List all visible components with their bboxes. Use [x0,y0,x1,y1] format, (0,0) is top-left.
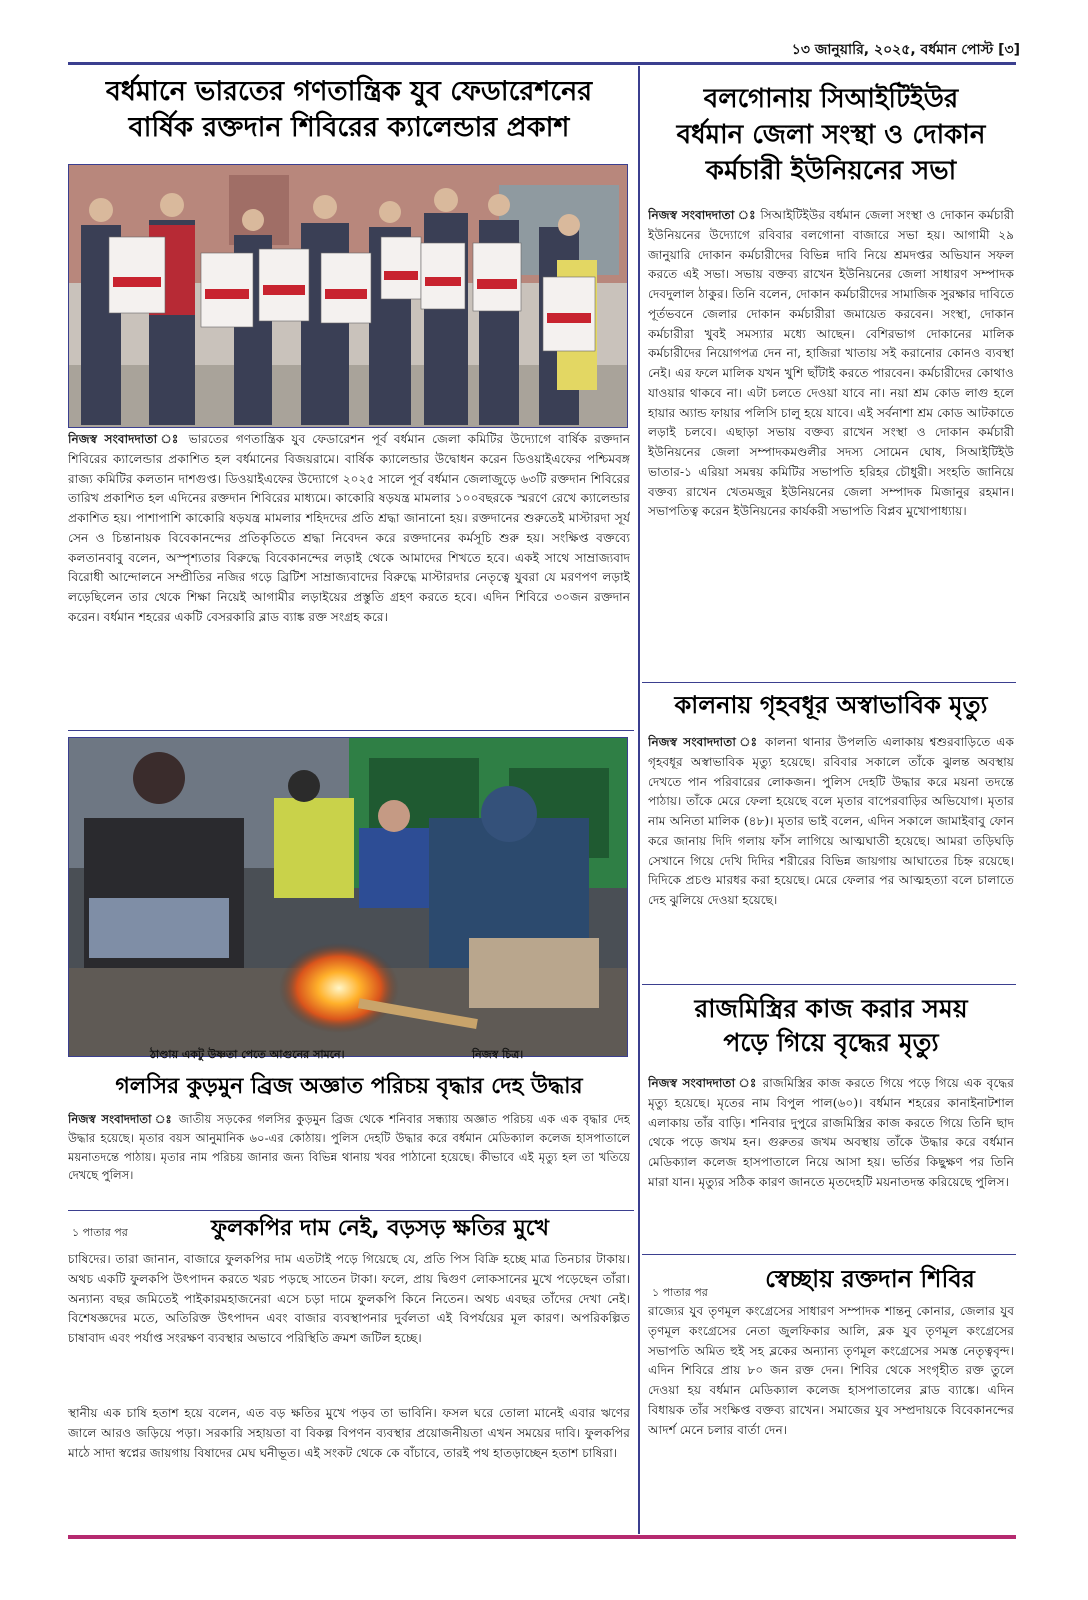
top-rule [68,62,1016,65]
citu-byline: নিজস্ব সংবাদদাতা ঃ [648,208,757,222]
citu-headline-line-3: কর্মচারী ইউনিয়নের সভা [705,155,957,186]
galsi-headline: গলসির কুড়মুন ব্রিজ অজ্ঞাত পরিচয় বৃদ্ধার দেহ উদ্ধার [115,1074,583,1099]
dyfi-headline [68,74,630,145]
kalna-body-text: কালনা থানার উপলতি এলাকায় শ্বশুরবাড়িতে এক গৃহবধূর অস্বাভাবিক মৃত্যু হয়েছে। রবিবার সকালে তাঁকে ঝুলন্ত অবস্থায় দেখতে পান পরিবারের লোকজন। পুলিস দেহটি উদ্ধার করে ময়না তদন্তে পাঠায়। তাঁকে মেরে ফেলা হয়েছে বলে মৃতার বাপেরবাড়ির অভিযোগ। মৃতার নাম অনিতা মালিক (৪৮)। মৃতার ভাই বলেন, এদিন সকালে জামাইবাবু ফোন করে জানায় দিদি গলায় ফাঁস লাগিয়ে আত্মঘাতী হয়েছে। আমরা তড়িঘড়ি সেখানে গিয়ে দেখি দিদির শরীরের বিভিন্ন জায়গায় আঘাতের চিহ্ন রয়েছে। দিদিকে প্রচণ্ড মারধর করা হয়েছে। মেরে ফেলার পর আত্মহত্যা বলে চালাতে দেহ ঝুলিয়ে দেওয়া হয়েছে। [648,735,1014,908]
kalna-article-body [648,733,1014,981]
column-divider [638,66,640,1534]
galsi-article-body [68,1110,630,1204]
bonfire-photo-credit: নিজস্ব চিত্র। [472,1048,524,1061]
cauliflower-continued-label: ১ পাতার পর [72,1226,128,1239]
mason-headline [646,992,1016,1060]
section-rule [642,682,1016,683]
blood-article-body: রাজ্যের যুব তৃণমূল কংগ্রেসের সাধারণ সম্পাদক শান্তনু কোনার, জেলার যুব তৃণমূল কংগ্রেসের নেতা জুলফিকার আলি, ব্লক যুব তৃণমূল কংগ্রেসের সভাপতি অমিত হুই সহ ব্লকের অন্যান্য তৃণমূল কংগ্রেসের সমস্ত নেতৃত্ববৃন্দ। এদিন শিবিরে প্রায় ৮০ জন রক্ত দেন। শিবির থেকে সংগৃহীত রক্ত তুলে দেওয়া হয় বর্ধমান মেডিক্যাল কলেজ হাসপাতালের ব্লাড ব্যাঙ্কে। এদিন বিধায়ক তাঁর সংক্ষিপ্ত বক্তব্য রাখেন। সমাজের যুব সম্প্রদায়কে বিবেকানন্দের আদর্শ মেনে চলার বার্তা দেন। [648,1304,1014,1437]
dyfi-group-photo-image [69,165,627,427]
mason-article-body [648,1074,1014,1250]
bonfire-photo-image [69,738,627,1056]
galsi-byline: নিজস্ব সংবাদদাতা ঃ [68,1112,174,1126]
blood-continued-label: ১ পাতার পর [652,1286,708,1299]
section-rule [68,1210,634,1211]
bonfire-photo [68,737,628,1057]
page-date-line: ১৩ জানুয়ারি, ২০২৫, বর্ধমান পোস্ট [৩] [791,42,1020,58]
blood-headline: স্বেচ্ছায় রক্তদান শিবির [765,1265,975,1293]
citu-headline [646,82,1016,190]
section-rule [68,730,634,731]
dyfi-body-text: ভারতের গণতান্ত্রিক যুব ফেডারেশন পূর্ব বর্ধমান জেলা কমিটির উদ্যোগে বার্ষিক রক্তদান শিবিরের ক্যালেন্ডার প্রকাশিত হল বর্ধমানের বিজয়রামে। বার্ষিক ক্যালেন্ডার উদ্বোধন করেন ডিওয়াইএফের পশ্চিমবঙ্গ রাজ্য কমিটির কলতান দাশগুপ্ত। ডিওয়াইএফের উদ্যোগে ২০২৫ সালে পূর্ব বর্ধমান জেলাজুড়ে ৬৩টি রক্তদান শিবিরের তারিখ প্রকাশিত হল এদিনের রক্তদান শিবিরের মাধ্যমে। কাকোরি ষড়যন্ত্র মামলার ১০০বছরকে স্মরণে রেখে ক্যালেন্ডার প্রকাশিত হয়। পাশাপাশি কাকোরি ষড়যন্ত্র মামলার শহিদদের প্রতি শ্রদ্ধা জানানো হয়। রক্তদানের শুরুতেই মাস্টারদা সূর্য সেন ও চিন্তানায়ক বিবেকানন্দের প্রতিকৃতিতে শ্রদ্ধা নিবেদন করে রক্তদানের কর্মসূচি শুরু হয়। সংক্ষিপ্ত বক্তব্যে কলতানবাবু বলেন, অস্পৃশ্যতার বিরুদ্ধে বিবেকানন্দের লড়াই থেকে আমাদের শিখতে হবে। একই সাথে সাম্রাজ্যবাদ বিরোধী আন্দোলনে সম্প্রীতির নজির গড়ে ব্রিটিশ সাম্রাজ্যবাদের বিরুদ্ধে মাস্টারদার নেতৃত্বে যুবরা যে মরণপণ লড়াই লড়েছিলেন তার থেকে শিক্ষা নিয়েই আগামীর লড়াইয়ের প্রস্তুতি গ্রহণ করতে হবে। এদিন শিবিরে ৩০জন রক্তদান করেন। বর্ধমান শহরের একটি বেসরকারি ব্লাড ব্যাঙ্ক রক্ত সংগ্রহ করে। [68,432,630,624]
dyfi-headline-line-1: বর্ধমানে ভারতের গণতান্ত্রিক যুব ফেডারেশনের [105,76,593,107]
citu-article-body [648,206,1014,680]
kalna-byline: নিজস্ব সংবাদদাতা ঃ [648,735,760,749]
section-rule [642,1254,1016,1255]
mason-headline-line-2: পড়ে গিয়ে বৃদ্ধের মৃত্যু [723,1028,939,1057]
mason-body-text: রাজমিস্ত্রির কাজ করতে গিয়ে পড়ে গিয়ে এক বৃদ্ধের মৃত্যু হয়েছে। মৃতের নাম বিপুল পাল(৬০)। বর্ধমান শহরের কানাইনাটশাল এলাকায় তাঁর বাড়ি। শনিবার দুপুরে রাজমিস্ত্রির কাজ করতে গিয়ে তিনি ছাদ থেকে পড়ে জখম হন। গুরুতর জখম অবস্থায় তাঁকে উদ্ধার করে বর্ধমান মেডিক্যাল কলেজ হাসপাতালে নিয়ে আসা হয়। ভর্তির কিছুক্ষণ পর তিনি মারা যান। মৃত্যুর সঠিক কারণ জানতে মৃতদেহটি ময়নাতদন্ত করিয়েছে পুলিস। [648,1076,1014,1189]
cauliflower-body-1: চাষিদের। তারা জানান, বাজারে ফুলকপির দাম এতটাই পড়ে গিয়েছে যে, প্রতি পিস বিক্রি হচ্ছে মাত্র তিনচার টাকায়। অথচ একটি ফুলকপি উৎপাদন করতে খরচ পড়ছে সাতেন টাকা। ফলে, প্রায় দ্বিগুণ লোকসানের মুখে পড়েছেন তাঁরা। অন্যান্য বছর জমিতেই পাইকারমহাজনেরা এসে চড়া দামে ফুলকপি কিনে নিতেন। অথচ এবছর তাঁদের দেখা নেই। বিশেষজ্ঞদের মতে, অতিরিক্ত উৎপাদন এবং বাজার ব্যবস্থাপনার দুর্বলতা এই বিপর্যয়ের মূল কারণ। অপরিকল্পিত চাষাবাদ এবং পর্যাপ্ত সংরক্ষণ ব্যবস্থার অভাবে পরিস্থিতি ক্রমশ জটিল হচ্ছে। [68,1252,630,1346]
bonfire-photo-caption: ঠাণ্ডায় একটু উষ্ণতা পেতে আগুনের সামনে। [150,1048,345,1061]
mason-byline: নিজস্ব সংবাদদাতা ঃ [648,1076,758,1090]
dyfi-article-body [68,430,630,728]
citu-headline-line-1: বলগোনায় সিআইটিইউর [703,84,959,114]
mason-headline-line-1: রাজমিস্ত্রির কাজ করার সময় [694,994,968,1023]
kalna-headline: কালনায় গৃহবধূর অস্বাভাবিক মৃত্যু [674,691,988,719]
galsi-body-text: জাতীয় সড়কের গলসির কুড়মুন ব্রিজ থেকে শনিবার সন্ধ্যায় অজ্ঞাত পরিচয় এক এক বৃদ্ধার দেহ উদ্ধার হয়েছে। মৃতার বয়স আনুমানিক ৬০-এর কোঠায়। পুলিস দেহটি উদ্ধার করে বর্ধমান মেডিক্যাল কলেজ হাসপাতালে ময়নাতদন্তে পাঠায়। মৃতার নাম পরিচয় জানার জন্য বিভিন্ন থানায় খবর পাঠানো হয়েছে। কীভাবে এই মৃত্যু হল তা খতিয়ে দেখছে পুলিস। [68,1112,630,1183]
bottom-rule [68,1535,1016,1539]
citu-headline-line-2: বর্ধমান জেলা সংস্থা ও দোকান [676,119,986,150]
section-rule [642,984,1016,985]
dyfi-headline-line-2: বার্ষিক রক্তদান শিবিরের ক্যালেন্ডার প্রকাশ [128,111,570,143]
cauliflower-body-2: স্থানীয় এক চাষি হতাশ হয়ে বলেন, এত বড় ক্ষতির মুখে পড়ব তা ভাবিনি। ফসল ঘরে তোলা মানেই এবার ঋণের জালে আরও জড়িয়ে পড়া। সরকারি সহায়তা বা বিকল্প বিপণন ব্যবস্থার প্রয়োজনীয়তা এখন সময়ের দাবি। ফুলকপির মাঠে সাদা স্বপ্নের জায়গায় বিষাদের মেঘ ঘনীভূত। এই সংকট থেকে কে বাঁচাবে, তারই পথ হাতড়াচ্ছেন হতাশ চাষিরা। [68,1406,630,1460]
dyfi-byline: নিজস্ব সংবাদদাতা ঃ [68,432,182,446]
citu-body-text: সিআইটিইউর বর্ধমান জেলা সংস্থা ও দোকান কর্মচারী ইউনিয়নের উদ্যোগে রবিবার বলগোনা বাজারে সভা হয়। আগামী ২৯ জানুয়ারি দোকান কর্মচারীদের বিভিন্ন দাবি নিয়ে শ্রমদপ্তর অভিযান সফল করতে এই সভা। সভায় বক্তব্য রাখেন ইউনিয়নের জেলা সাধারণ সম্পাদক দেবদুলাল ঠাকুর। তিনি বলেন, দোকান কর্মচারীদের সামাজিক সুরক্ষার দাবিতে পূর্তভবনে জেলার দোকান কর্মচারীরা জমায়েত করবেন। সংস্থা, দোকান কর্মচারীরা খুবই সমস্যার মধ্যে আছেন। বেশিরভাগ দোকানের মালিক কর্মচারীদের নিয়োগপত্র দেন না, হাজিরা খাতায় সই করানোর কোনও ব্যবস্থা নেই। এর ফলে মালিক যখন খুশি ছাঁটাই করতে পারবেন। কর্মচারীদের কোথাও যাওয়ার থাকবে না। এটা চলতে দেওয়া যাবে না। নয়া শ্রম কোড লাগু হলে হায়ার অ্যান্ড ফায়ার পলিসি চালু হয়ে যাবে। এই সর্বনাশা শ্রম কোড আটকাতে লড়াই চলবে। এছাড়া সভায় বক্তব্য রাখেন সংস্থা ও দোকান কর্মচারী ইউনিয়নের জেলা সম্পাদকমণ্ডলীর সদস্য সোমেন ঘোষ, সিআইটিইউ ভাতার-১ এরিয়া সমন্বয় কমিটির সভাপতি হরিহর চৌধুরী। সংহতি জানিয়ে বক্তব্য রাখেন খেতমজুর ইউনিয়নের জেলা সম্পাদক মিজানুর রহমান। সভাপতিত্ব করেন ইউনিয়নের কার্যকরী সভাপতি বিপ্লব মুখোপাধ্যায়। [648,208,1014,519]
dyfi-group-photo [68,164,628,428]
cauliflower-headline: ফুলকপির দাম নেই, বড়সড় ক্ষতির মুখে [211,1216,549,1241]
